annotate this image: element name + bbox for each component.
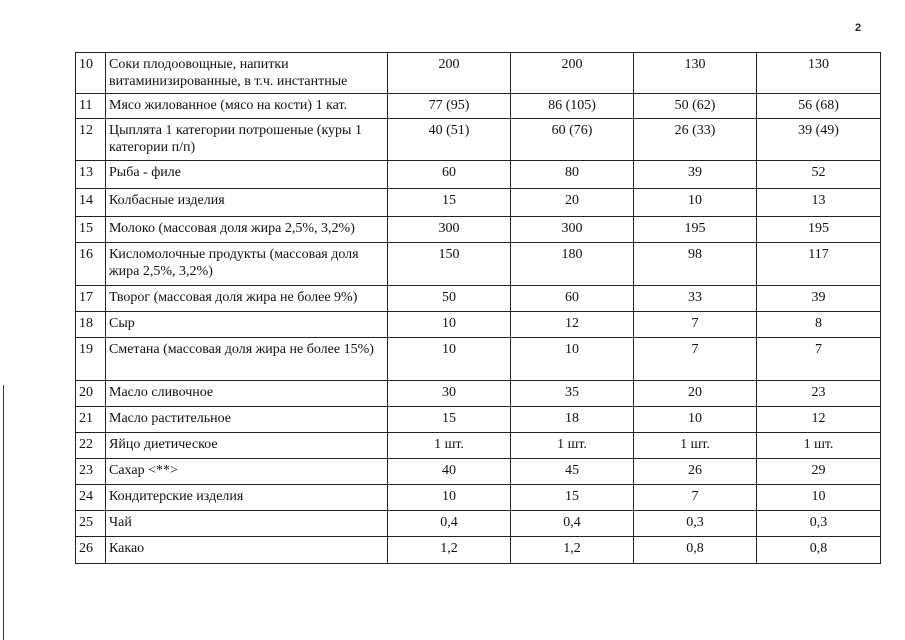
product-name: Сахар <**> [106, 459, 388, 485]
value-col-4: 7 [757, 338, 881, 381]
value-col-2: 60 (76) [511, 119, 634, 161]
value-col-2: 18 [511, 407, 634, 433]
value-col-4: 1 шт. [757, 433, 881, 459]
value-col-1: 15 [388, 407, 511, 433]
value-col-4: 52 [757, 161, 881, 189]
table-row [76, 119, 881, 161]
value-col-4: 12 [757, 407, 881, 433]
value-col-2: 0,4 [511, 511, 634, 537]
row-number: 22 [76, 433, 106, 459]
value-col-1: 10 [388, 485, 511, 511]
value-col-1: 40 [388, 459, 511, 485]
product-name: Кондитерские изделия [106, 485, 388, 511]
table-row [76, 312, 881, 338]
value-col-2: 300 [511, 217, 634, 243]
value-col-4: 23 [757, 381, 881, 407]
value-col-1: 30 [388, 381, 511, 407]
value-col-1: 15 [388, 189, 511, 217]
row-number: 11 [76, 94, 106, 119]
value-col-3: 0,3 [634, 511, 757, 537]
row-number: 13 [76, 161, 106, 189]
value-col-1: 0,4 [388, 511, 511, 537]
value-col-3: 26 [634, 459, 757, 485]
value-col-2: 45 [511, 459, 634, 485]
row-number: 12 [76, 119, 106, 161]
product-name: Колбасные изделия [106, 189, 388, 217]
value-col-4: 39 (49) [757, 119, 881, 161]
value-col-2: 60 [511, 286, 634, 312]
value-col-3: 50 (62) [634, 94, 757, 119]
value-col-3: 7 [634, 338, 757, 381]
value-col-2: 1 шт. [511, 433, 634, 459]
row-number: 16 [76, 243, 106, 286]
product-name: Яйцо диетическое [106, 433, 388, 459]
product-name: Рыба - филе [106, 161, 388, 189]
value-col-2: 200 [511, 53, 634, 94]
value-col-1: 200 [388, 53, 511, 94]
table-row [76, 286, 881, 312]
value-col-4: 195 [757, 217, 881, 243]
table-row [76, 459, 881, 485]
value-col-1: 10 [388, 312, 511, 338]
product-name: Творог (массовая доля жира не более 9%) [106, 286, 388, 312]
value-col-4: 29 [757, 459, 881, 485]
product-name: Масло растительное [106, 407, 388, 433]
row-number: 15 [76, 217, 106, 243]
value-col-2: 12 [511, 312, 634, 338]
row-number: 14 [76, 189, 106, 217]
table-row [76, 243, 881, 286]
value-col-4: 0,3 [757, 511, 881, 537]
product-name: Масло сливочное [106, 381, 388, 407]
product-name: Молоко (массовая доля жира 2,5%, 3,2%) [106, 217, 388, 243]
value-col-3: 7 [634, 312, 757, 338]
table-row [76, 381, 881, 407]
value-col-3: 10 [634, 407, 757, 433]
table-row [76, 485, 881, 511]
value-col-3: 33 [634, 286, 757, 312]
value-col-4: 13 [757, 189, 881, 217]
row-number: 23 [76, 459, 106, 485]
table-row [76, 511, 881, 537]
value-col-1: 150 [388, 243, 511, 286]
value-col-3: 195 [634, 217, 757, 243]
table-body [76, 53, 881, 564]
value-col-2: 20 [511, 189, 634, 217]
value-col-4: 0,8 [757, 537, 881, 564]
table-row [76, 53, 881, 94]
product-name: Кисломолочные продукты (массовая доля жира 2,5%, 3,2%) [106, 243, 388, 286]
value-col-1: 50 [388, 286, 511, 312]
product-name: Мясо жилованное (мясо на кости) 1 кат. [106, 94, 388, 119]
table-row [76, 433, 881, 459]
value-col-2: 15 [511, 485, 634, 511]
value-col-3: 1 шт. [634, 433, 757, 459]
product-name: Цыплята 1 категории потрошеные (куры 1 категории п/п) [106, 119, 388, 161]
value-col-3: 0,8 [634, 537, 757, 564]
scan-edge-line [3, 385, 4, 640]
value-col-3: 20 [634, 381, 757, 407]
value-col-4: 39 [757, 286, 881, 312]
table-row [76, 161, 881, 189]
row-number: 21 [76, 407, 106, 433]
value-col-2: 80 [511, 161, 634, 189]
product-name: Сметана (массовая доля жира не более 15%) [106, 338, 388, 381]
value-col-4: 130 [757, 53, 881, 94]
value-col-3: 98 [634, 243, 757, 286]
value-col-4: 117 [757, 243, 881, 286]
value-col-3: 26 (33) [634, 119, 757, 161]
table-row [76, 189, 881, 217]
value-col-3: 130 [634, 53, 757, 94]
table-row [76, 217, 881, 243]
product-name: Чай [106, 511, 388, 537]
value-col-3: 7 [634, 485, 757, 511]
table-row [76, 537, 881, 564]
value-col-2: 1,2 [511, 537, 634, 564]
value-col-1: 300 [388, 217, 511, 243]
value-col-4: 10 [757, 485, 881, 511]
value-col-1: 10 [388, 338, 511, 381]
row-number: 26 [76, 537, 106, 564]
value-col-2: 86 (105) [511, 94, 634, 119]
row-number: 19 [76, 338, 106, 381]
value-col-1: 1,2 [388, 537, 511, 564]
table-row [76, 94, 881, 119]
row-number: 17 [76, 286, 106, 312]
value-col-2: 10 [511, 338, 634, 381]
value-col-1: 77 (95) [388, 94, 511, 119]
page-number: 2 [855, 22, 862, 34]
value-col-2: 35 [511, 381, 634, 407]
row-number: 24 [76, 485, 106, 511]
product-name: Соки плодоовощные, напитки витаминизированные, в т.ч. инстантные [106, 53, 388, 94]
value-col-1: 1 шт. [388, 433, 511, 459]
row-number: 20 [76, 381, 106, 407]
value-col-4: 56 (68) [757, 94, 881, 119]
value-col-3: 39 [634, 161, 757, 189]
food-ration-table [75, 52, 881, 564]
product-name: Какао [106, 537, 388, 564]
value-col-4: 8 [757, 312, 881, 338]
value-col-3: 10 [634, 189, 757, 217]
row-number: 18 [76, 312, 106, 338]
value-col-1: 60 [388, 161, 511, 189]
row-number: 25 [76, 511, 106, 537]
row-number: 10 [76, 53, 106, 94]
value-col-2: 180 [511, 243, 634, 286]
table-row [76, 407, 881, 433]
product-name: Сыр [106, 312, 388, 338]
value-col-1: 40 (51) [388, 119, 511, 161]
table-row [76, 338, 881, 381]
